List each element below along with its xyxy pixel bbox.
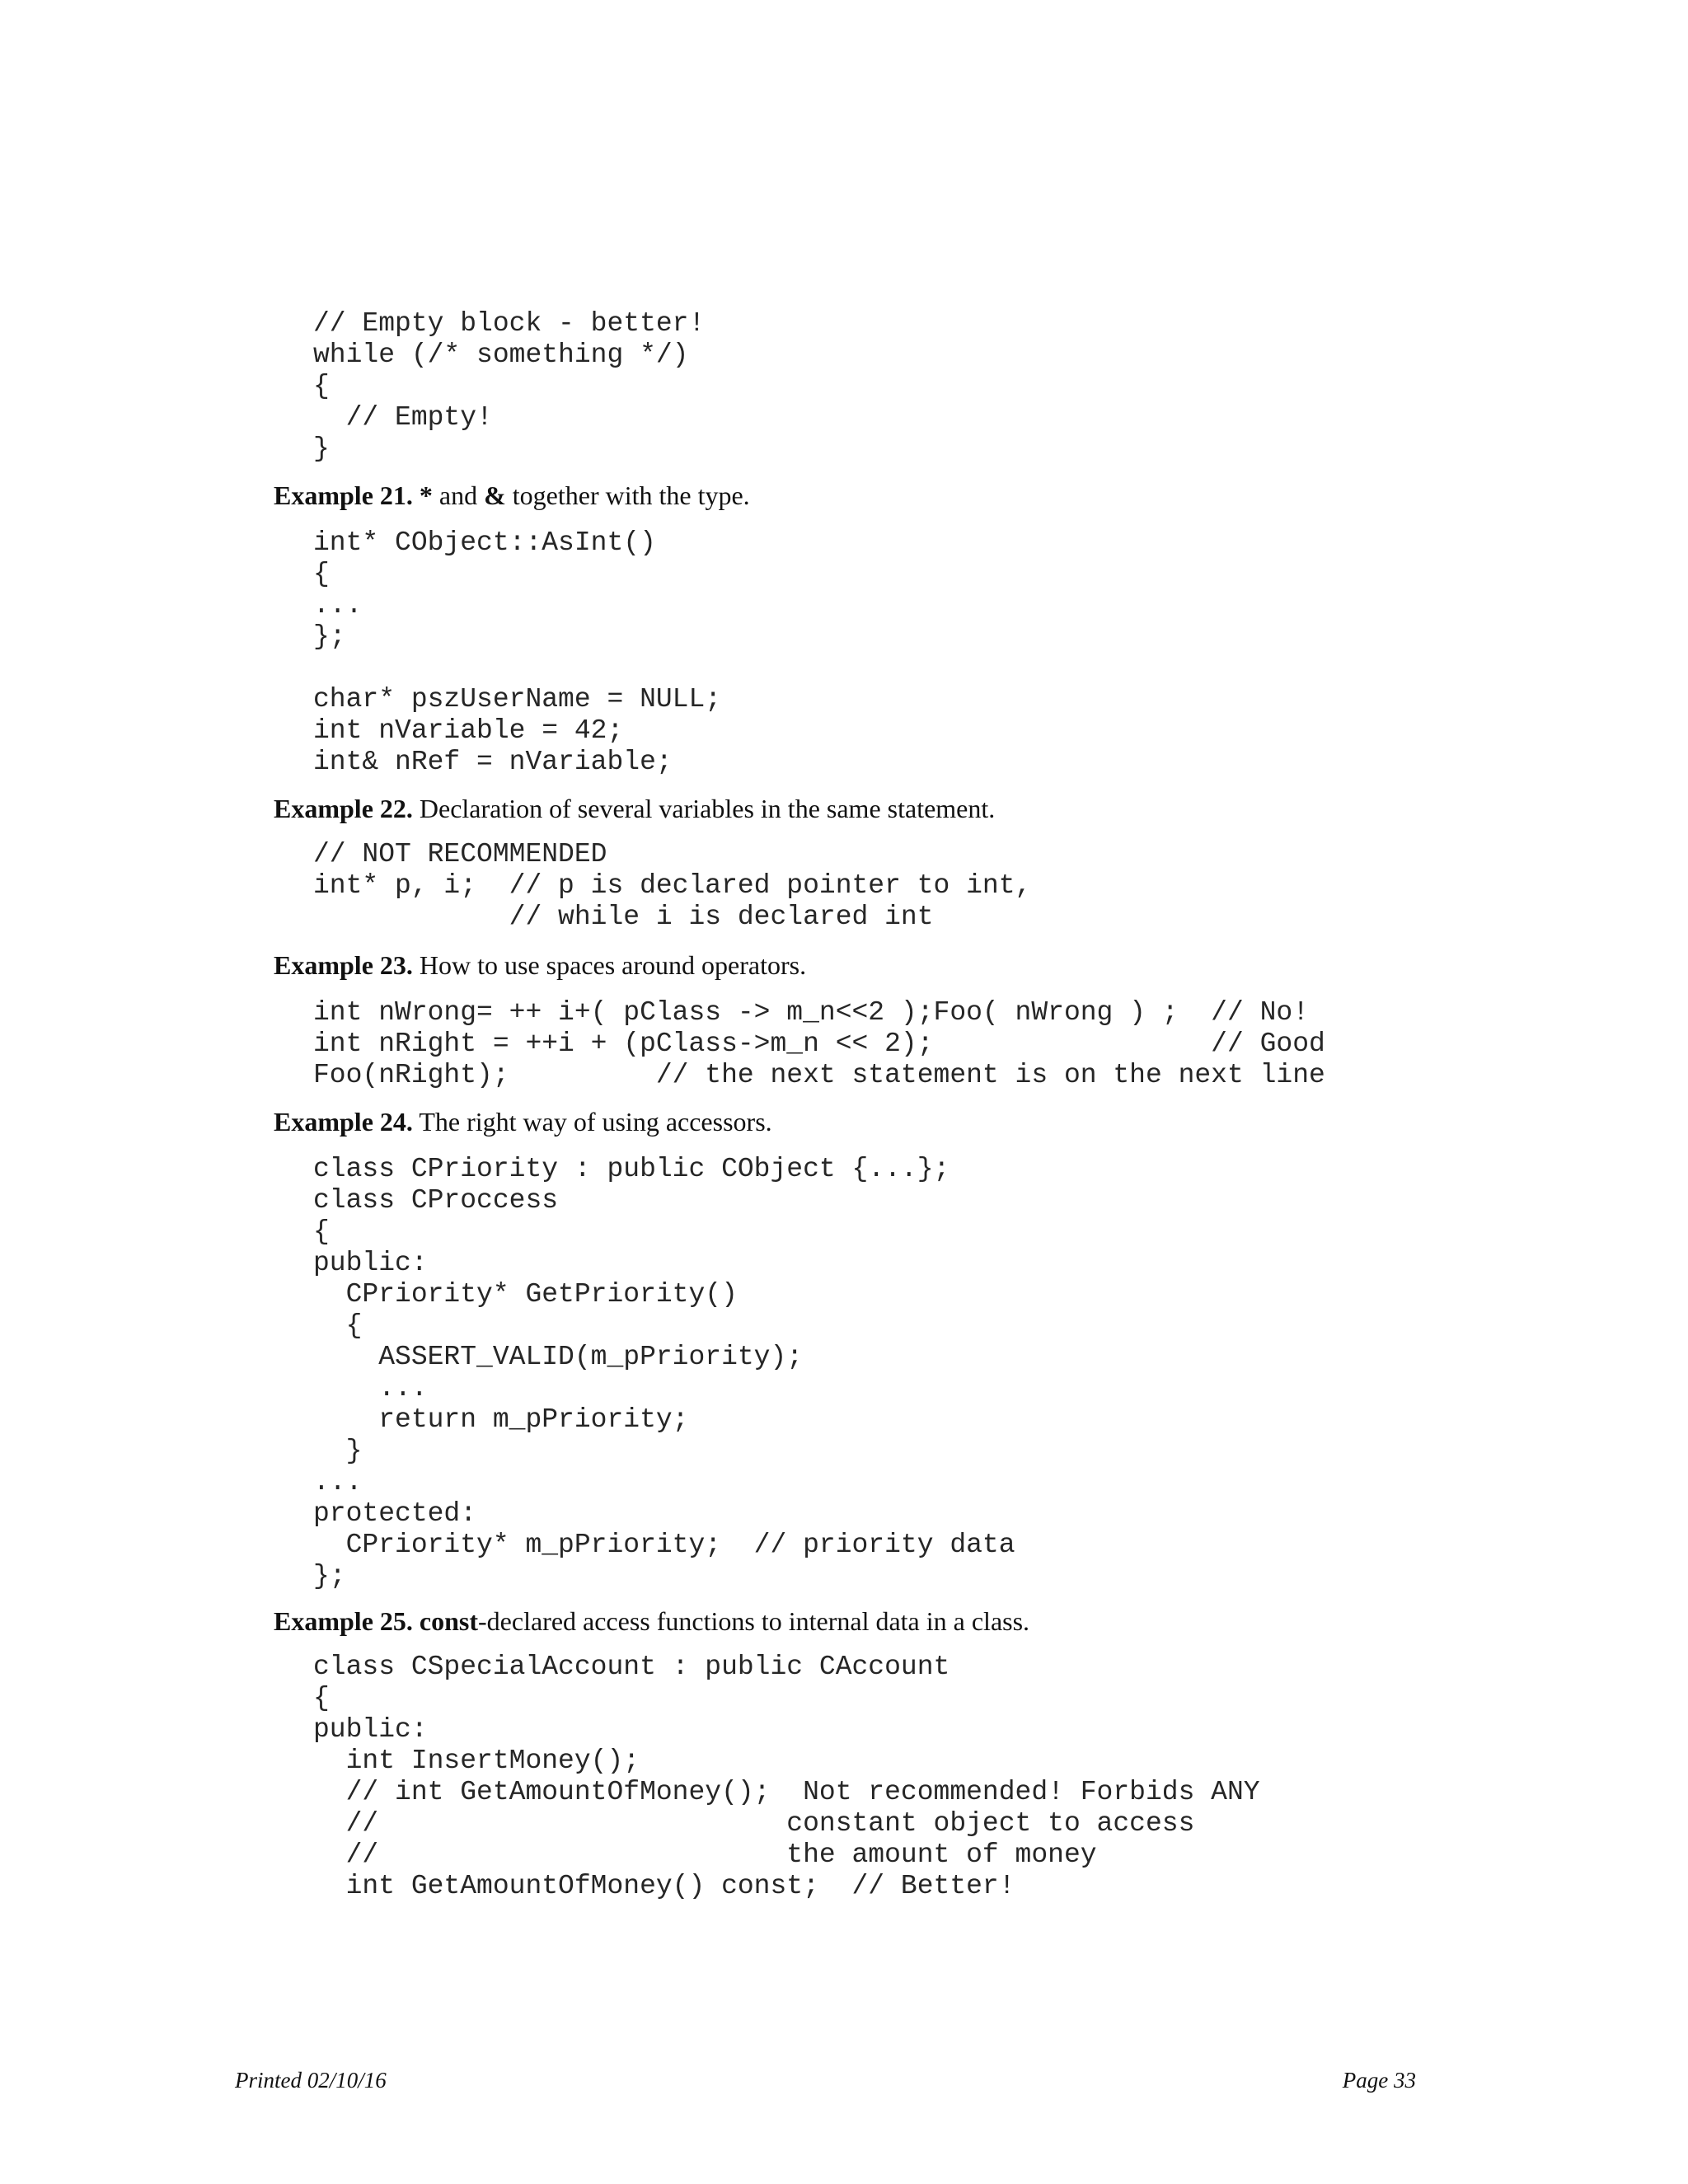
code-empty-block: // Empty block - better! while (/* something */) { // Empty! } (313, 308, 706, 464)
code-example-24: class CPriority : public CObject {...}; class CProccess { public: CPriority* GetPriority() { ASSERT_VALID(m_pPriority); ... return m_pPriority; } ... protected: CPriority* m_pPriority; // priority data }; (313, 1154, 1015, 1591)
caption-example-25 (274, 1605, 1029, 1637)
footer-printed-date: Printed 02/10/16 (235, 2068, 387, 2093)
footer-page-number: Page 33 (1342, 2068, 1416, 2093)
caption-example-24 (274, 1106, 772, 1137)
example-label: Example 22. (274, 794, 413, 823)
code-example-22: // NOT RECOMMENDED int* p, i; // p is declared pointer to int, // while i is declared int (313, 839, 1032, 932)
example-label: Example 23. (274, 950, 413, 980)
example-label: Example 25. (274, 1606, 413, 1636)
code-example-23: int nWrong= ++ i+( pClass -> m_n<<2 );Foo( nWrong ) ; // No! int nRight = ++i + (pClass->m_n << 2); // Good Foo(nRight); // the next statement is on the next line (313, 997, 1325, 1090)
code-example-25: class CSpecialAccount : public CAccount { public: int InsertMoney(); // int GetAmountOfMoney(); Not recommended! Forbids ANY // constant object to access // the amount of money int GetAmountOfMoney() const; // Better! (313, 1652, 1260, 1901)
caption-text: together with the type. (505, 480, 750, 510)
keyword-const: const (419, 1606, 478, 1636)
caption-example-21 (274, 480, 750, 511)
caption-example-23 (274, 949, 806, 981)
caption-text: The right way of using accessors. (412, 1107, 772, 1137)
keyword-pointer: * (419, 480, 433, 510)
example-label: Example 24. (274, 1107, 413, 1137)
caption-text: and (432, 480, 485, 510)
caption-text: -declared access functions to internal data in a class. (478, 1606, 1030, 1636)
code-example-21: int* CObject::AsInt() { ... }; char* pszUserName = NULL; int nVariable = 42; int& nRef = nVariable; (313, 527, 722, 777)
example-label: Example 21. (274, 480, 413, 510)
caption-text: How to use spaces around operators. (412, 950, 807, 980)
caption-text: Declaration of several variables in the same statement. (412, 794, 996, 823)
caption-example-22 (274, 793, 995, 824)
keyword-reference: & (484, 480, 506, 510)
